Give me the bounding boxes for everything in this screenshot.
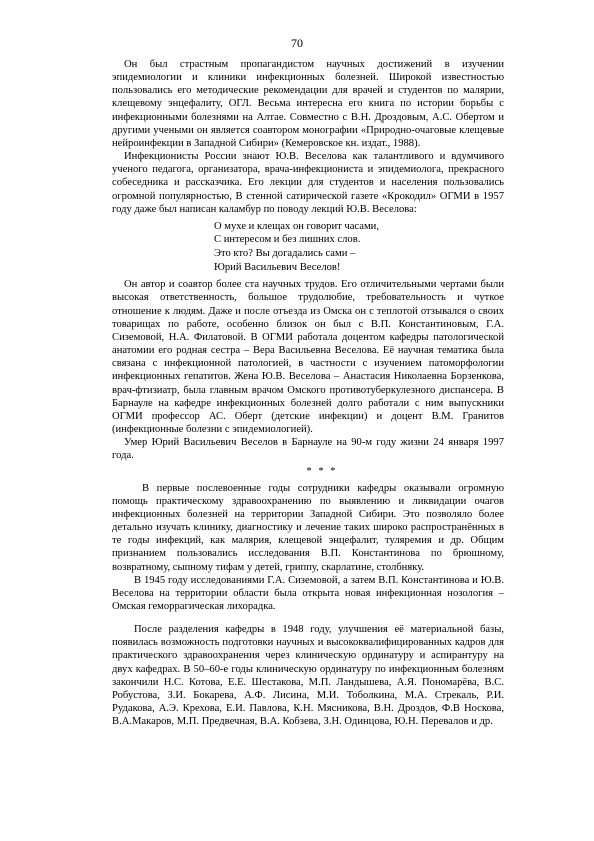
paragraph-veselov-death: Умер Юрий Васильевич Веселов в Барнауле на 90-м году жизни 24 января 1997 года. — [112, 437, 504, 462]
document-body — [112, 58, 504, 728]
section-separator: * * * — [306, 466, 338, 478]
paragraph-department-split: После разделения кафедры в 1948 году, улучшения её материальной базы, появилась возможность подготовки научных и высококвалифицированных кадров для практического здравоохранения через клиническую ординатуру и аспирантуру на двух кафедрах. В 50–60-е годы клиническую ординатуру по инфекционным болезням закончили Н.С. Котова, Е.Е. Шестакова, М.П. Ландышева, А.Я. Пономарёва, В.С. Робустова, З.И. Бокарева, А.Ф. Лисина, М.И. Тоболкина, М.А. Стрекаль, Р.И. Рудакова, А.Э. Крехова, Е.И. Павлова, К.Н. Мясникова, В.Н. Дроздов, Ф.В Носкова, В.А.Макаров, М.П. Предвечная, В.А. Кобзева, З.Н. Одинцова, Ю.Н. Перевалов и др. — [112, 624, 504, 728]
poem-line: С интересом и без лишних слов. — [214, 234, 361, 246]
paragraph-postwar-years: В первые послевоенные годы сотрудники кафедры оказывали огромную помощь практическому здравоохранению по выявлению и ликвидации очагов инфекционных болезней на территории Западной Сибири. Это позволяло более детально изучать клинику, диагностику и лечение таких широко распространённых в те годы инфекций, как малярия, клещевой энцефалит, туляремия и др. Общим признанием пользовались исследования В.П. Константинова по брюшному, возвратному, сыпному тифам у детей, гриппу, скарлатине, столбняку. — [112, 482, 504, 573]
poem-line: О мухе и клещах он говорит часами, — [214, 220, 379, 232]
poem-line: Это кто? Вы догадались сами – — [214, 248, 356, 260]
paragraph-veselov-propagandist: Он был страстным пропагандистом научных достижений в изучении эпидемиологии и клиники инфекционных болезней. Широкой известностью пользовались его методические рекомендации для врачей и студентов по малярии, клещевому энцефалиту, ОГЛ. Весьма интересна его книга по истории борьбы с инфекционными болезнями на Алтае. Совместно с В.Н. Дроздовым, А.С. Обертом и другими учеными он является соавтором монографии «Природно-очаговые клещевые нейроинфекции в Западной Сибири» (Кемеровское кн. издат., 1988). — [112, 59, 504, 149]
paragraph-omsk-fever: В 1945 году исследованиями Г.А. Сиземовой, а затем В.П. Константинова и Ю.В. Веселова на территории области была открыта новая инфекционная нозология – Омская геморрагическая лихорадка. — [112, 574, 504, 612]
paragraph-veselov-teacher: Инфекционисты России знают Ю.В. Веселова как талантливого и вдумчивого ученого педагога, организатора, врача-инфекциониста и эпидемиолога, прекрасного собеседника и рассказчика. Его лекции для студентов и населения пользовались огромной популярностью, В стенной сатирической газете «Крокодил» ОГМИ в 1957 году даже был написан каламбур по поводу лекций Ю.В. Веселова: — [112, 151, 504, 215]
poem — [214, 220, 504, 274]
paragraph-spacer — [112, 613, 504, 623]
page-number: 70 — [291, 36, 303, 50]
poem-line: Юрий Васильевич Веселов! — [214, 261, 341, 273]
paragraph-veselov-works: Он автор и соавтор более ста научных трудов. Его отличительными чертами были высокая ответственность, большое трудолюбие, требовательность и чуткое отношение к людям. Даже и после отъезда из Омска он с теплотой отзывался о своих товарищах по работе, особенно близок он был с В.П. Константиновым, Г.А. Сиземовой, Н.А. Филатовой. В ОГМИ работала доцентом кафедры патологической анатомии его родная сестра – Вера Васильевна Веселова. Её научная тематика была связана с инфекционной патологией, в частности с изучением патоморфологии инфекционных гепатитов. Жена Ю.В. Веселова – Анастасия Николаевна Борзенкова, врач-фтизиатр, была главным врачом Омского противотуберкулезного диспансера. В Барнауле на кафедре инфекционных болезней долго работали с ним выпускники ОГМИ профессор АС. Оберт (детские инфекции) и доцент В.М. Гранитов (инфекционные болезни с эпидемиологией). — [112, 279, 504, 435]
